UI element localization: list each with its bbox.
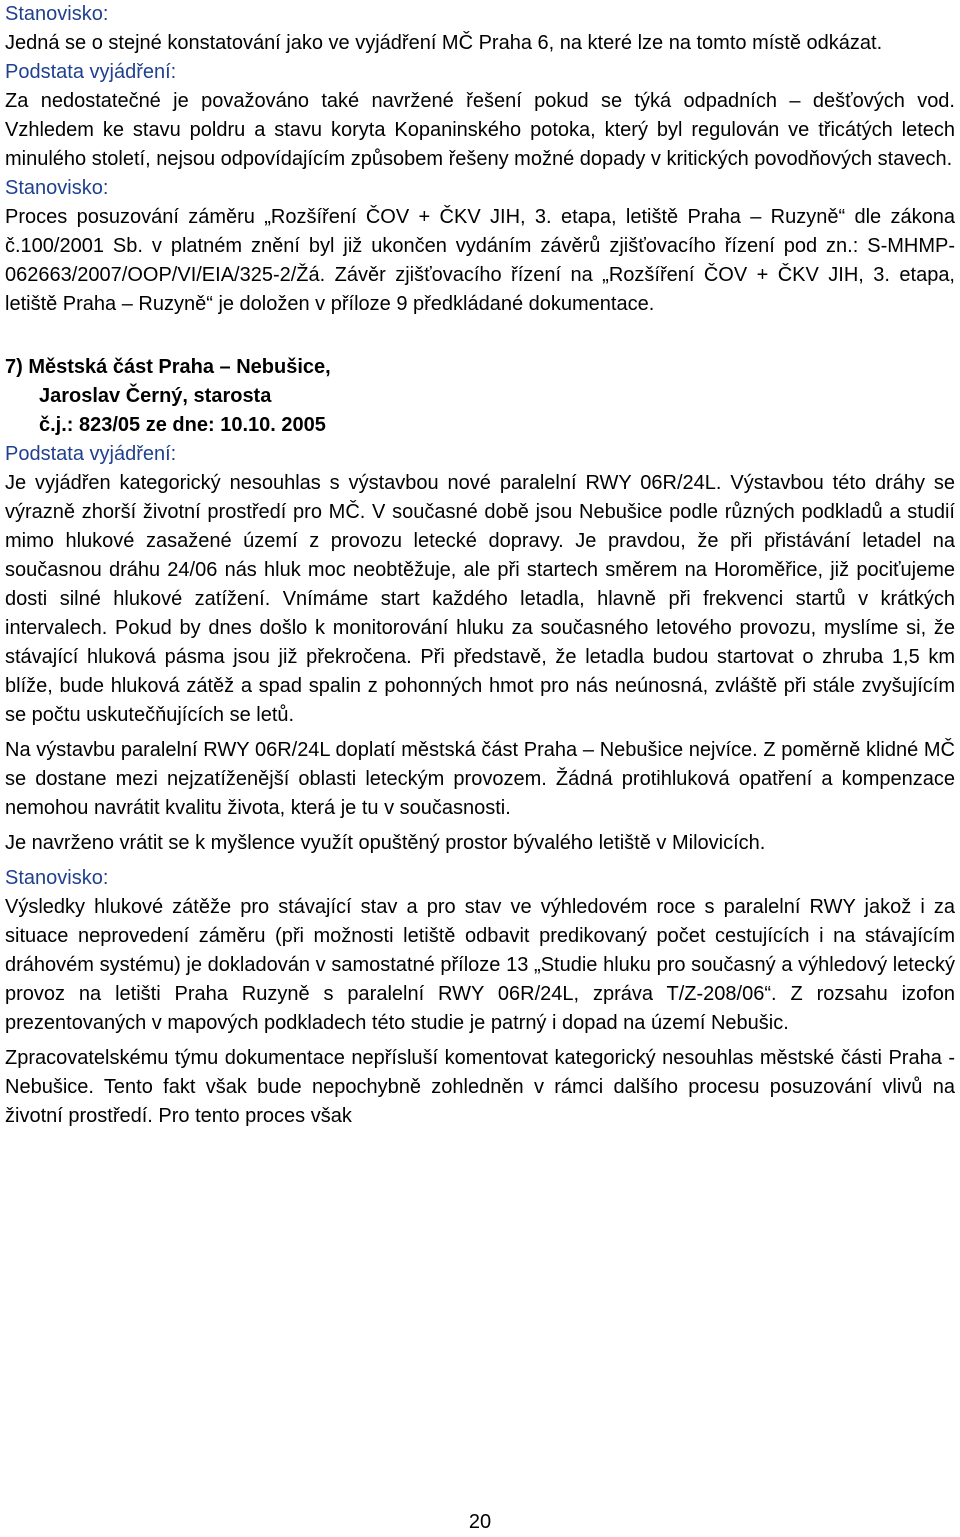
paragraph: Je navrženo vrátit se k myšlence využít opuštěný prostor bývalého letiště v Milovicích. bbox=[5, 832, 766, 854]
podstata-text: Za nedostatečné je považováno také navržené řešení pokud se týká odpadních – dešťových vod. Vzhledem ke stavu poldru a stavu koryta Kopaninského potoka, který byl regulován ve třicátých letech minulého století, nejsou odpovídajícím způsobem řešeny možné dopady v kritických povodňových stavech. bbox=[5, 90, 955, 170]
stanovisko-text: Proces posuzování záměru „Rozšíření ČOV + ČKV JIH, 3. etapa, letiště Praha – Ruzyně“ dle zákona č.100/2001 Sb. v platném znění byl již ukončen vydáním závěrů zjišťovacího řízení pod zn.: S-MHMP-062663/2007/OOP/VI/EIA/325-2/Žá. Závěr zjišťovacího řízení na „Rozšíření ČOV + ČKV JIH, 3. etapa, letiště Praha – Ruzyně“ je doložen v příloze 9 předkládané dokumentace. bbox=[5, 206, 955, 315]
podstata-label: Podstata vyjádření: bbox=[5, 61, 177, 83]
section-title: 7) Městská část Praha – Nebušice, bbox=[5, 356, 331, 378]
podstata-text: Je vyjádřen kategorický nesouhlas s výstavbou nové paralelní RWY 06R/24L. Výstavbou této dráhy se výrazně zhorší životní prostředí pro MČ. V současné době jsou Nebušice podle různých podkladů a studií mimo hlukové zasažené území z provozu letecké dopravy. Je pravdou, že při přistávání letadel na současnou dráhu 24/06 nás hluk moc neobtěžuje, ale při startech směrem na Horoměřice, již pociťujeme dosti silné hlukové zatížení. Vnímáme start každého letadla, hlavně při frekvenci startů v krátkých intervalech. Pokud by dnes došlo k monitorování hluku za současného letového provozu, myslíme si, že stávající hluková pásma jsou již překročena. Při představě, že letadla budou startovat o zhruba 1,5 km blíže, bude hluková zátěž a spad spalin z pohonných hmot pro nás neúnosná, zvláště při stále zvyšujícím se počtu uskutečňujících se letů. bbox=[5, 472, 955, 726]
paragraph: Na výstavbu paralelní RWY 06R/24L doplatí městská část Praha – Nebušice nejvíce. Z poměrně klidné MČ se dostane mezi nejzatíženější oblasti leteckým provozem. Žádná protihluková opatření a kompenzace nemohou navrátit kvalitu života, která je tu v současnosti. bbox=[5, 739, 955, 819]
podstata-label: Podstata vyjádření: bbox=[5, 443, 177, 465]
section-representative: Jaroslav Černý, starosta bbox=[39, 385, 272, 407]
page-number: 20 bbox=[468, 1511, 492, 1533]
paragraph: Zpracovatelskému týmu dokumentace nepřísluší komentovat kategorický nesouhlas městské části Praha - Nebušice. Tento fakt však bude nepochybně zohledněn v rámci dalšího procesu posuzování vlivů na životní prostředí. Pro tento proces však bbox=[5, 1047, 955, 1127]
document-page bbox=[5, 0, 955, 1131]
section-heading bbox=[5, 353, 955, 440]
stanovisko-text: Jedná se o stejné konstatování jako ve vyjádření MČ Praha 6, na které lze na tomto místě odkázat. bbox=[5, 32, 883, 54]
stanovisko-label: Stanovisko: bbox=[5, 3, 109, 25]
stanovisko-text: Výsledky hlukové zátěže pro stávající stav a pro stav ve výhledovém roce s paralelní RWY jakož i za situace neprovedení záměru (při možnosti letiště odbavit predikovaný počet cestujících i na stávajícím dráhovém systému) je dokladován v samostatné příloze 13 „Studie hluku pro současný a výhledový letecký provoz na letišti Praha Ruzyně s paralelní RWY 06R/24L, zpráva T/Z-208/06“. Z rozsahu izofon prezentovaných v mapových podkladech této studie je patrný i dopad na území Nebušic. bbox=[5, 896, 955, 1034]
stanovisko-label: Stanovisko: bbox=[5, 177, 109, 199]
section-reference: č.j.: 823/05 ze dne: 10.10. 2005 bbox=[39, 414, 326, 436]
stanovisko-label: Stanovisko: bbox=[5, 867, 109, 889]
